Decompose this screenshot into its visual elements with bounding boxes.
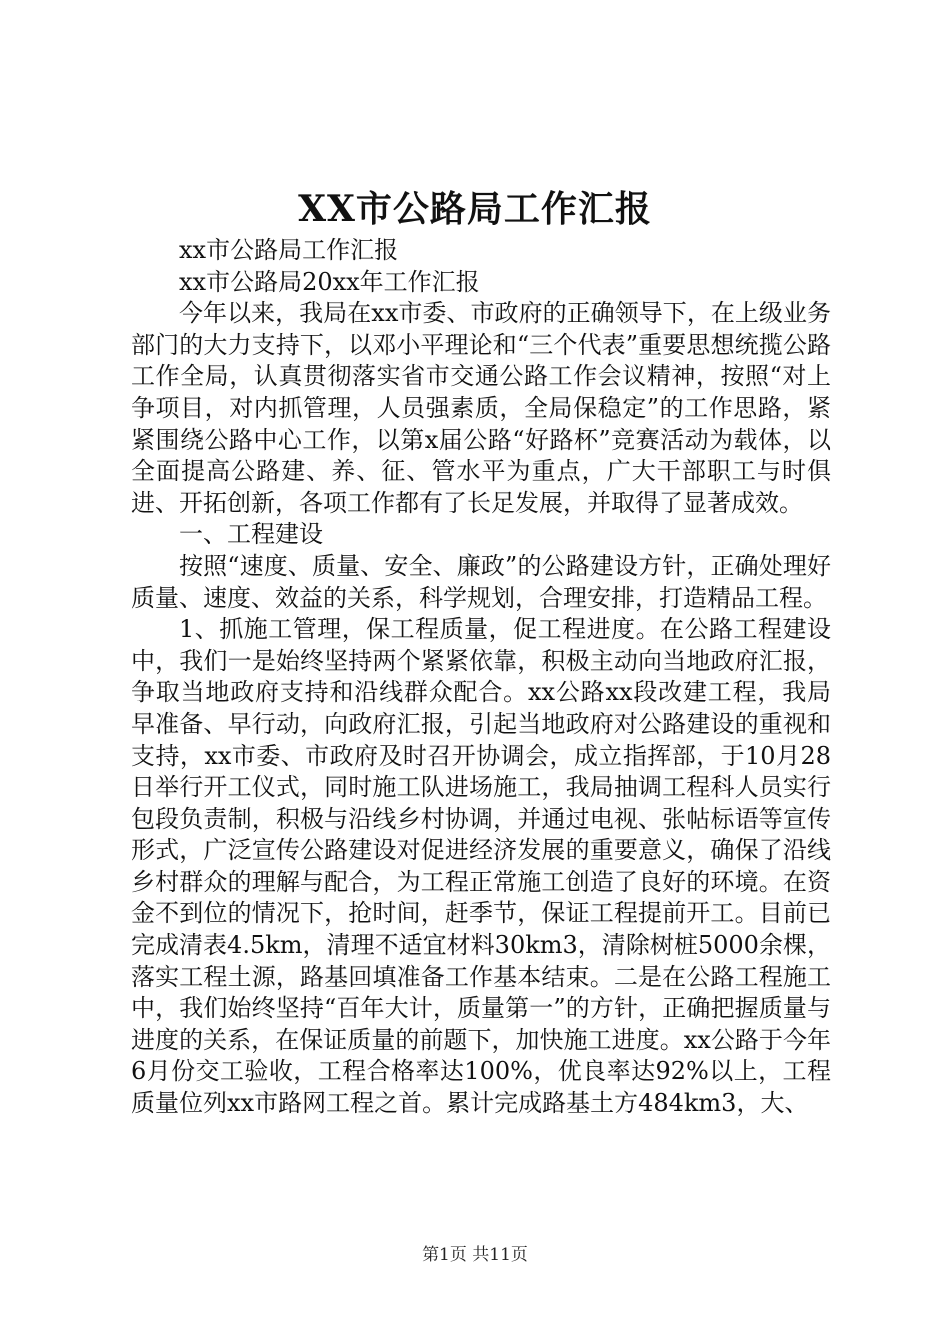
section-heading-engineering: 一、工程建设: [179, 520, 323, 549]
paragraph-construction-management: 1、抓施工管理，保工程质量，促工程进度。在公路工程建设中，我们一是始终坚持两个紧紧依靠，积极主动向当地政府汇报，争取当地政府支持和沿线群众配合。xx公路xx段改建工程，我局早准备、早行动，向政府汇报，引起当地政府对公路建设的重视和支持，xx市委、市政府及时召开协调会，成立指挥部，于10月28日举行开工仪式，同时施工队进场施工，我局抽调工程科人员实行包段负责制，积极与沿线乡村协调，并通过电视、张帖标语等宣传形式，广泛宣传公路建设对促进经济发展的重要意义，确保了沿线乡村群众的理解与配合，为工程正常施工创造了良好的环境。在资金不到位的情况下，抢时间，赶季节，保证工程提前开工。目前已完成清表4.5km，清理不适宜材料30km3，清除树桩5000余棵，落实工程土源，路基回填准备工作基本结束。二是在公路工程施工中，我们始终坚持“百年大计，质量第一”的方针，正确把握质量与进度的关系，在保证质量的前题下，加快施工进度。xx公路于今年6月份交工验收，工程合格率达100%，优良率达92%以上，工程质量位列xx市路网工程之首。累计完成路基土方484km3，大、: [131, 615, 831, 1118]
paragraph-construction-policy: 按照“速度、质量、安全、廉政”的公路建设方针，正确处理好质量、速度、效益的关系，科学规划，合理安排，打造精品工程。: [131, 551, 831, 612]
document-title: XX市公路局工作汇报: [298, 188, 652, 230]
paragraph-report-heading: xx市公路局20xx年工作汇报: [179, 267, 480, 296]
paragraph-intro: 今年以来，我局在xx市委、市政府的正确领导下，在上级业务部门的大力支持下，以邓小平理论和“三个代表”重要思想统揽公路工作全局，认真贯彻落实省市交通公路工作会议精神，按照“对上争项目，对内抓管理，人员强素质，全局保稳定”的工作思路，紧紧围绕公路中心工作，以第x届公路“好路杯”竞赛活动为载体，以全面提高公路建、养、征、管水平为重点，广大干部职工与时俱进、开拓创新，各项工作都有了长足发展，并取得了显著成效。: [131, 299, 831, 517]
page-number: 第1页 共11页: [422, 1245, 528, 1265]
paragraph-subtitle: xx市公路局工作汇报: [179, 236, 399, 264]
document-body: [131, 235, 831, 1120]
